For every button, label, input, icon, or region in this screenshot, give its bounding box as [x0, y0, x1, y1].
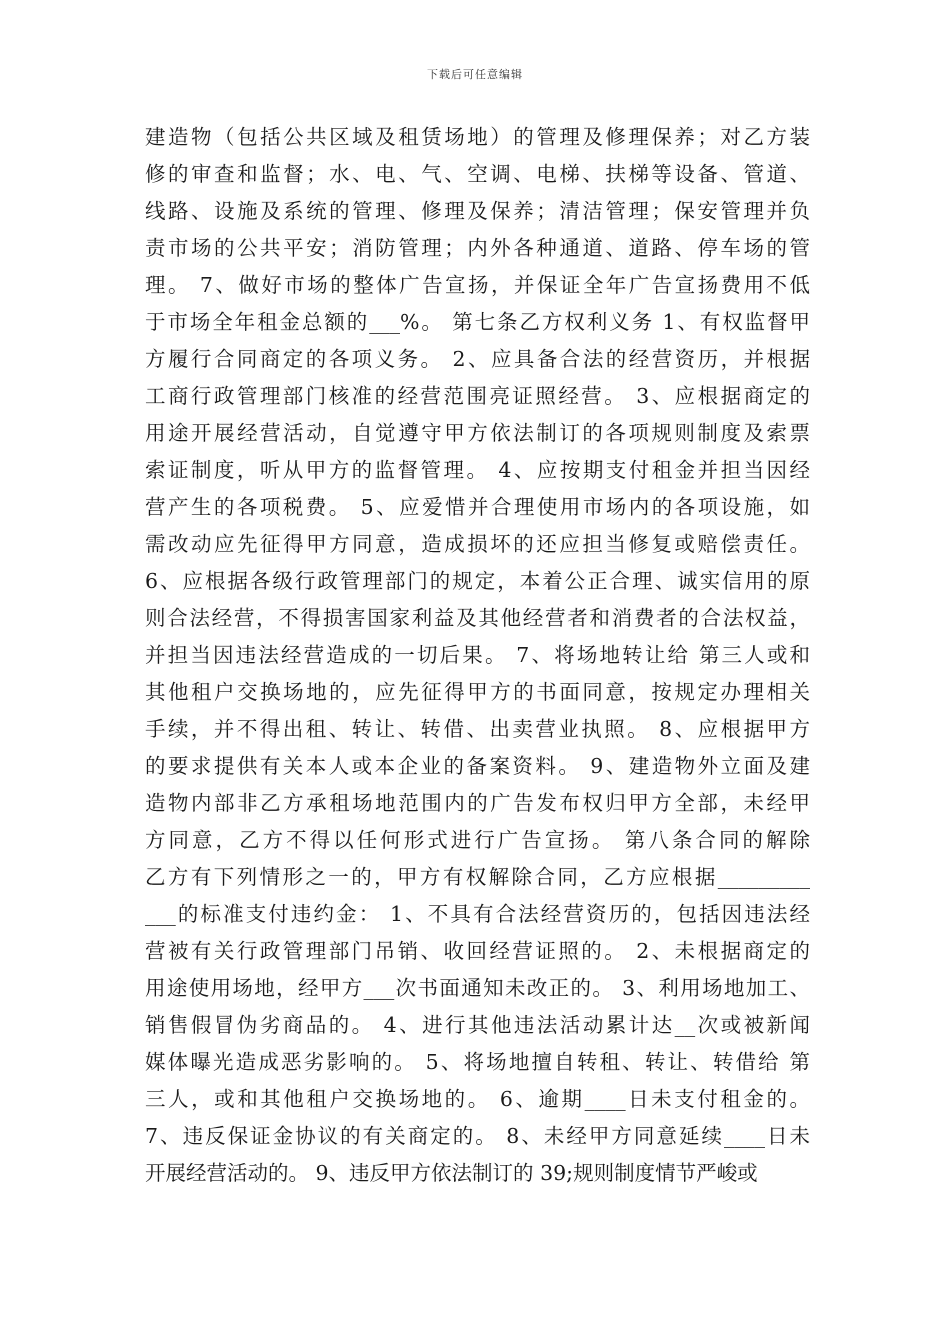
text-line: 用途开展经营活动，自觉遵守甲方依法制订的各项规则制度及索票 [145, 421, 810, 445]
text-line: 方同意，乙方不得以任何形式进行广告宣扬。 第八条合同的解除 [145, 828, 810, 852]
text-line: 需改动应先征得甲方同意，造成损坏的还应担当修复或赔偿责任。 [145, 532, 810, 556]
text-line: 手续，并不得出租、转让、转借、出卖营业执照。 8、应根据甲方 [145, 717, 810, 741]
text-line: 索证制度，听从甲方的监督管理。 4、应按期支付租金并担当因经 [145, 458, 810, 482]
text-line: 营产生的各项税费。 5、应爱惜并合理使用市场内的各项设施，如 [145, 495, 810, 519]
text-line: ___的标准支付违约金： 1、不具有合法经营资历的，包括因违法经 [145, 902, 810, 926]
text-line: 用途使用场地，经甲方___次书面通知未改正的。 3、利用场地加工、 [145, 976, 810, 1000]
text-line: 工商行政管理部门核准的经营范围亮证照经营。 3、应根据商定的 [145, 384, 810, 408]
text-line: 的要求提供有关本人或本企业的备案资料。 9、建造物外立面及建 [145, 754, 810, 778]
text-line: 三人，或和其他租户交换场地的。 6、逾期____日未支付租金的。 [145, 1087, 810, 1111]
text-line: 乙方有下列情形之一的，甲方有权解除合同，乙方应根据_________ [145, 865, 810, 889]
text-line: 修的审查和监督；水、电、气、空调、电梯、扶梯等设备、管道、 [145, 162, 810, 186]
text-line: 方履行合同商定的各项义务。 2、应具备合法的经营资历，并根据 [145, 347, 810, 371]
text-line: 营被有关行政管理部门吊销、收回经营证照的。 2、未根据商定的 [145, 939, 810, 963]
document-body [145, 119, 810, 1192]
text-line: 7、违反保证金协议的有关商定的。 8、未经甲方同意延续____日未 [145, 1124, 810, 1148]
text-line: 6、应根据各级行政管理部门的规定，本着公正合理、诚实信用的原 [145, 569, 810, 593]
text-line: 则合法经营，不得损害国家利益及其他经营者和消费者的合法权益， [145, 606, 810, 630]
text-line: 理。 7、做好市场的整体广告宣扬，并保证全年广告宣扬费用不低 [145, 273, 810, 297]
text-line: 并担当因违法经营造成的一切后果。 7、将场地转让给 第三人或和 [145, 643, 810, 667]
text-line: 造物内部非乙方承租场地范围内的广告发布权归甲方全部，未经甲 [145, 791, 810, 815]
text-line: 于市场全年租金总额的___%。 第七条乙方权利义务 1、有权监督甲 [145, 310, 810, 334]
text-line: 建造物（包括公共区域及租赁场地）的管理及修理保养；对乙方装 [145, 125, 810, 149]
page-header: 下载后可任意编辑 [427, 68, 523, 81]
text-line: 媒体曝光造成恶劣影响的。 5、将场地擅自转租、转让、转借给 第 [145, 1050, 810, 1074]
text-line: 责市场的公共平安；消防管理；内外各种通道、道路、停车场的管 [145, 236, 810, 260]
text-line: 线路、设施及系统的管理、修理及保养；清洁管理；保安管理并负 [145, 199, 810, 223]
text-line: 其他租户交换场地的，应先征得甲方的书面同意，按规定办理相关 [145, 680, 810, 704]
text-line: 开展经营活动的。 9、违反甲方依法制订的 39;规则制度情节严峻或 [145, 1161, 758, 1185]
text-line: 销售假冒伪劣商品的。 4、进行其他违法活动累计达__次或被新闻 [145, 1013, 810, 1037]
